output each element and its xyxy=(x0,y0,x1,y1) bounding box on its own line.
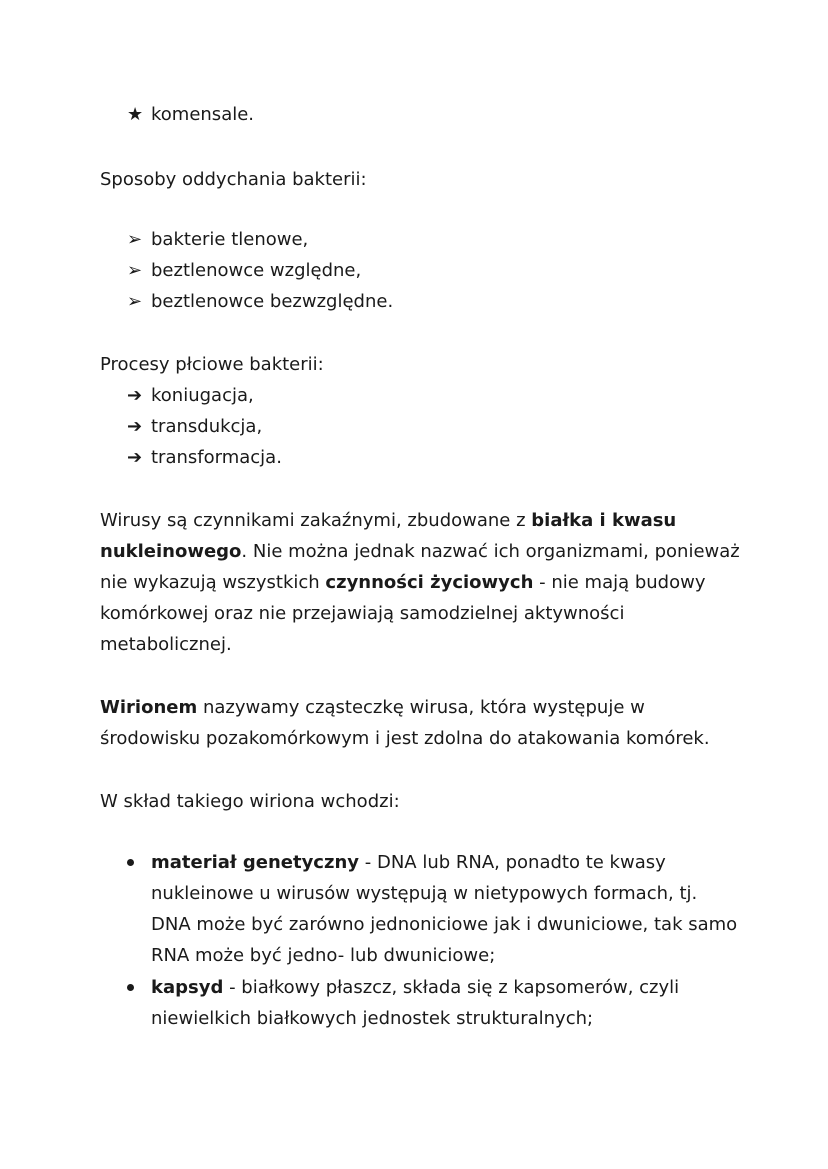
list-item: koniugacja, xyxy=(151,385,254,406)
paragraph-line xyxy=(100,696,645,720)
text-run: - nie mają budowy xyxy=(533,572,706,593)
section-heading: Sposoby oddychania bakterii: xyxy=(100,169,367,190)
arrowhead-icon: ➢ xyxy=(127,291,143,312)
list-item: beztlenowce bezwzględne. xyxy=(151,291,394,312)
paragraph-line: komórkowej oraz nie przejawiają samodzielnej aktywności xyxy=(100,603,625,624)
bold-term: Wirionem xyxy=(100,697,198,718)
paragraph-line xyxy=(100,540,740,564)
text-run: . Nie można jednak nazwać ich organizmami, ponieważ xyxy=(241,541,740,562)
arrow-right-icon: ➔ xyxy=(127,416,143,437)
section-heading: Procesy płciowe bakterii: xyxy=(100,354,324,375)
list-item: bakterie tlenowe, xyxy=(151,229,309,250)
list-item: komensale. xyxy=(151,104,255,125)
list-item-line xyxy=(151,976,679,1000)
list-item: transdukcja, xyxy=(151,416,263,437)
dot-icon xyxy=(127,976,149,1000)
bold-term: kapsyd xyxy=(151,977,224,998)
list-item-line xyxy=(151,851,666,875)
paragraph-line xyxy=(100,571,706,595)
section-heading: W skład takiego wiriona wchodzi: xyxy=(100,791,400,812)
paragraph-line: środowisku pozakomórkowym i jest zdolna do atakowania komórek. xyxy=(100,728,710,749)
list-item-line: RNA może być jedno- lub dwuniciowe; xyxy=(151,945,496,966)
text-run: - białkowy płaszcz, składa się z kapsomerów, czyli xyxy=(223,977,680,998)
arrowhead-icon: ➢ xyxy=(127,229,143,250)
arrowhead-icon: ➢ xyxy=(127,260,143,281)
text-run: nie wykazują wszystkich xyxy=(100,572,326,593)
star-icon: ★ xyxy=(127,104,144,125)
paragraph-line xyxy=(100,509,676,533)
bold-term: materiał genetyczny xyxy=(151,852,360,873)
list-item: beztlenowce względne, xyxy=(151,260,362,281)
bold-term: czynności życiowych xyxy=(325,572,534,593)
paragraph-line: metabolicznej. xyxy=(100,634,232,655)
dot-icon xyxy=(127,851,149,875)
text-run: Wirusy są czynnikami zakaźnymi, zbudowane z xyxy=(100,510,532,531)
bold-term: nukleinowego xyxy=(100,541,242,562)
arrow-right-icon: ➔ xyxy=(127,447,143,468)
list-item-line: niewielkich białkowych jednostek strukturalnych; xyxy=(151,1008,594,1029)
text-run: nazywamy cząsteczkę wirusa, która występuje w xyxy=(197,697,645,718)
bold-term: białka i kwasu xyxy=(531,510,677,531)
list-item-line: DNA może być zarówno jednoniciowe jak i dwuniciowe, tak samo xyxy=(151,914,738,935)
arrow-right-icon: ➔ xyxy=(127,385,143,406)
text-run: - DNA lub RNA, ponadto te kwasy xyxy=(359,852,666,873)
list-item: transformacja. xyxy=(151,447,282,468)
list-item-line: nukleinowe u wirusów występują w nietypowych formach, tj. xyxy=(151,883,698,904)
